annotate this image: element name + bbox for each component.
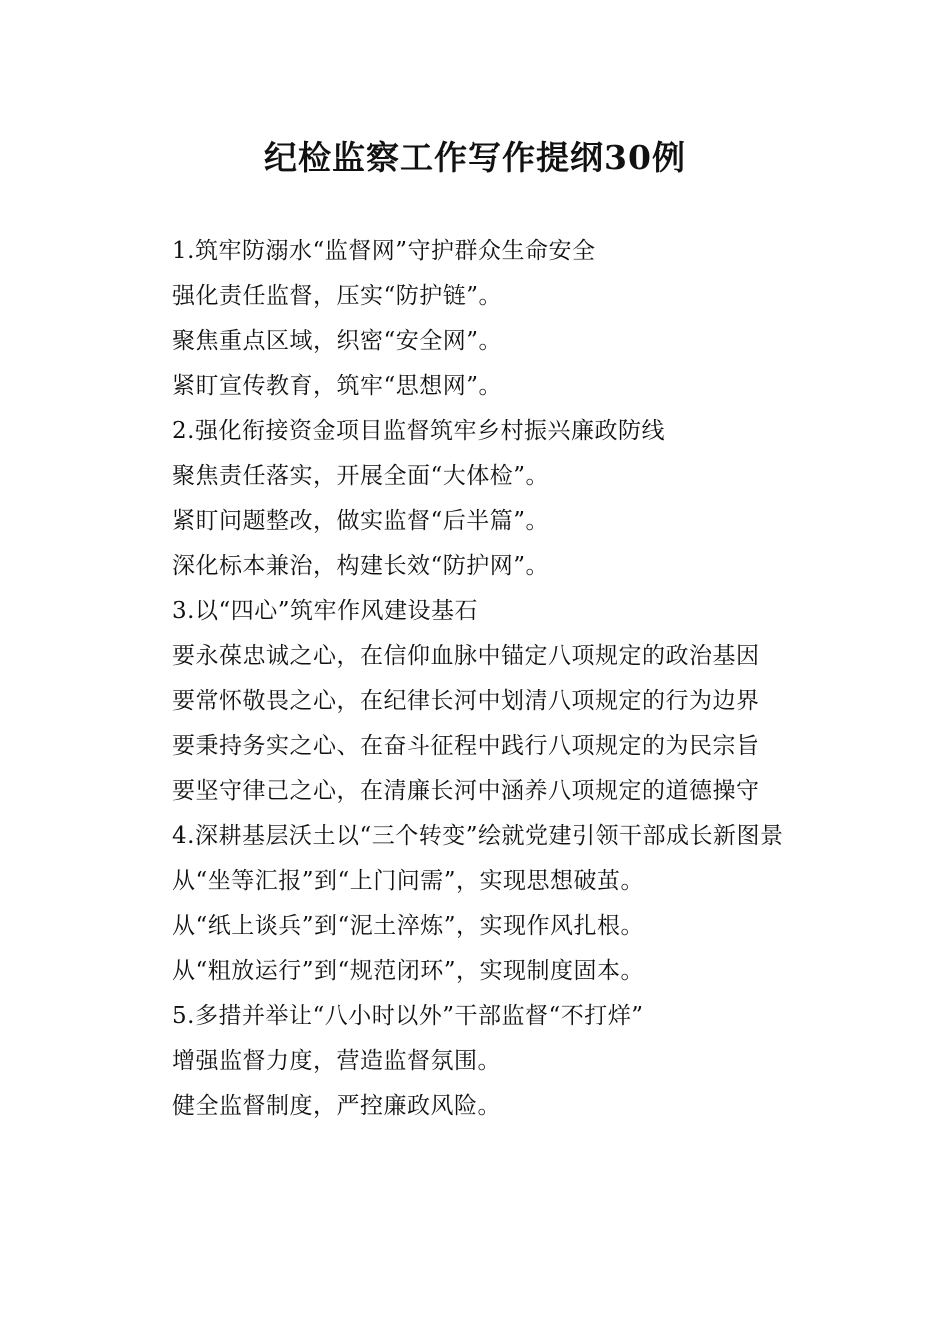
paragraph: 从“坐等汇报”到“上门问需”，实现思想破茧。 — [172, 868, 645, 894]
paragraph: 要坚守律己之心，在清廉长河中涵养八项规定的道德操守 — [172, 778, 760, 804]
paragraph: 要秉持务实之心、在奋斗征程中践行八项规定的为民宗旨 — [172, 733, 760, 759]
paragraph: 紧盯问题整改，做实监督“后半篇”。 — [172, 508, 550, 534]
heading-1: 1.筑牢防溺水“监督网”守护群众生命安全 — [172, 238, 596, 264]
paragraph: 要永葆忠诚之心，在信仰血脉中锚定八项规定的政治基因 — [172, 643, 760, 669]
heading-3: 3.以“四心”筑牢作风建设基石 — [172, 598, 478, 624]
paragraph: 要常怀敬畏之心，在纪律长河中划清八项规定的行为边界 — [172, 688, 760, 714]
paragraph: 增强监督力度，营造监督氛围。 — [172, 1048, 501, 1074]
paragraph: 紧盯宣传教育，筑牢“思想网”。 — [172, 373, 503, 399]
paragraph: 聚焦重点区域，织密“安全网”。 — [172, 328, 503, 354]
paragraph: 从“纸上谈兵”到“泥土淬炼”，实现作风扎根。 — [172, 913, 645, 939]
document-body — [120, 229, 832, 1129]
heading-2: 2.强化衔接资金项目监督筑牢乡村振兴廉政防线 — [172, 418, 665, 444]
paragraph: 强化责任监督，压实“防护链”。 — [172, 283, 503, 309]
heading-4: 4.深耕基层沃土以“三个转变”绘就党建引领干部成长新图景 — [172, 823, 784, 849]
paragraph: 健全监督制度，严控廉政风险。 — [172, 1093, 501, 1119]
document-title: 纪检监察工作写作提纲30例 — [264, 138, 686, 177]
paragraph: 聚焦责任落实，开展全面“大体检”。 — [172, 463, 550, 489]
paragraph: 深化标本兼治，构建长效“防护网”。 — [172, 553, 550, 579]
paragraph: 从“粗放运行”到“规范闭环”，实现制度固本。 — [172, 958, 645, 984]
heading-5: 5.多措并举让“八小时以外”干部监督“不打烊” — [172, 1003, 644, 1029]
